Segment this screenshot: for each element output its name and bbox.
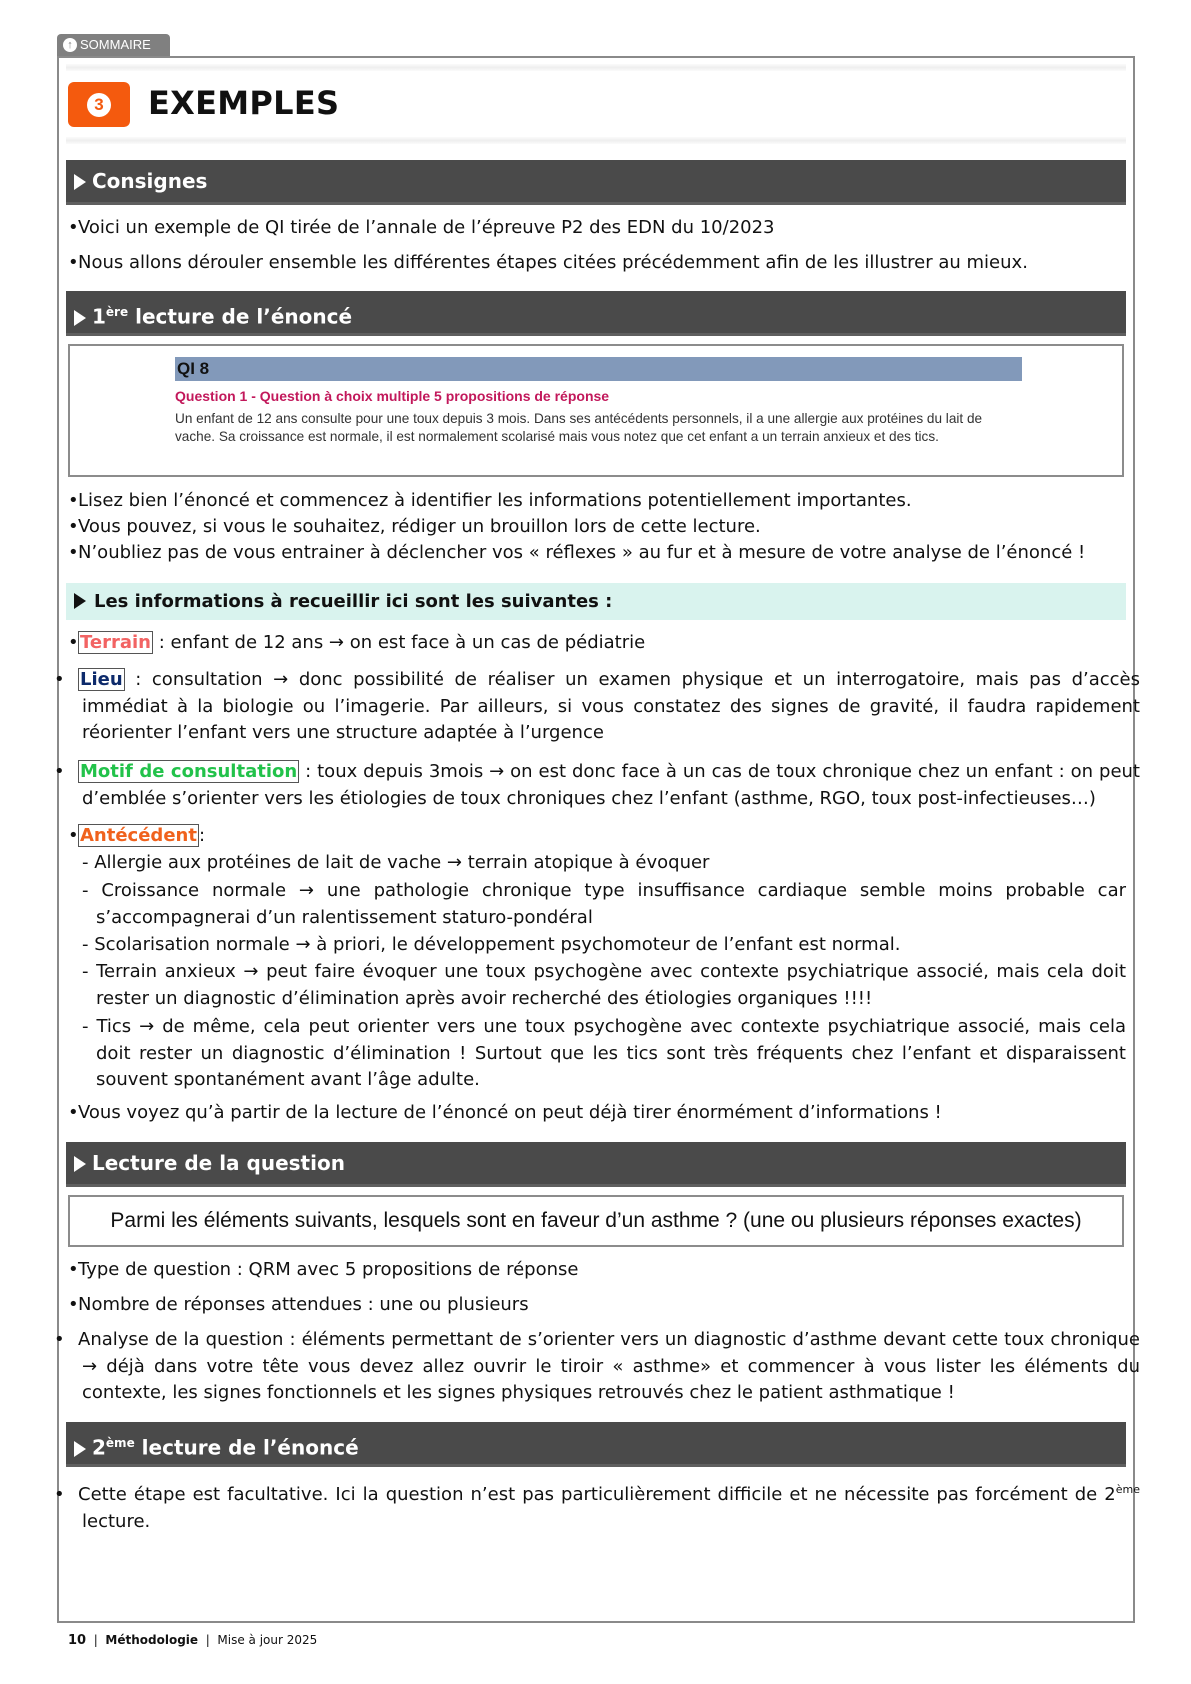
list-item: • Cette étape est facultative. Ici la question n’est pas particulièrement difficile et ne nécessite pas forcément de 2ème lecture.	[54, 1483, 1140, 1532]
triangle-right-icon	[74, 310, 86, 326]
list-item: •Vous pouvez, si vous le souhaitez, rédiger un brouillon lors de cette lecture.	[68, 516, 761, 537]
bullet-text: Analyse de la question : éléments permettant de s’orienter vers un diagnostic d’asthme devant cette toux chronique → déjà dans votre tête vous devez allez ouvrir le tiroir « asthme» et commencer à vous lister les éléments du contexte, les signes fonctionnels et les signes physiques retrouvés chez le patient asthmatique !	[78, 1329, 1140, 1403]
sommaire-link[interactable]	[57, 34, 170, 56]
arrow-up-circle-icon: ↑	[63, 38, 77, 52]
info-text: : enfant de 12 ans → on est face à un cas de pédiatrie	[152, 632, 646, 653]
footer-section: Méthodologie	[105, 1633, 199, 1647]
page-number: 10	[68, 1633, 87, 1648]
list-item: •N’oubliez pas de vous entrainer à déclencher vos « réflexes » au fur et à mesure de votre analyse de l’énoncé !	[68, 542, 1086, 563]
section-heading: Lecture de la question	[92, 1151, 345, 1175]
info-antecedent: •Antécédent :	[68, 825, 206, 846]
section-bar-consignes	[66, 160, 1126, 205]
info-heading	[66, 583, 1126, 620]
bullet-text: Vous voyez qu’à partir de la lecture de l’énoncé on peut déjà tirer énormément d’informations !	[78, 1102, 942, 1123]
section-bar-question-reading	[66, 1142, 1126, 1187]
bullet-text: Cette étape est facultative. Ici la question n’est pas particulièrement difficile et ne nécessite pas forcément de 2	[78, 1484, 1116, 1505]
text-sup: ème	[1115, 1483, 1140, 1496]
footer-separator: |	[93, 1633, 98, 1647]
qi-question-title: Question 1 - Question à choix multiple 5 propositions de réponse	[175, 388, 610, 404]
bullet-text: Nous allons dérouler ensemble les différentes étapes citées précédemment afin de les illustrer au mieux.	[78, 252, 1028, 273]
info-text: : toux depuis 3mois → on est donc face à un cas de toux chronique chez un enfant : on peut d’emblée s’orienter vers les étiologies de toux chroniques chez l’enfant (asthme, RGO, toux post-infectieuses…)	[82, 761, 1140, 809]
info-text: : consultation → donc possibilité de réaliser un examen physique et un interrogatoire, mais pas d’accès immédiat à la biologie ou l’imagerie. Par ailleurs, si vous constatez des signes de gravité, il faudra rapidement réorienter l’enfant vers une structure adaptée à l’urgence	[82, 669, 1140, 743]
heading-sup: ème	[105, 1436, 135, 1450]
bullet-text: Type de question : QRM avec 5 propositions de réponse	[78, 1259, 579, 1280]
section-bar-second-reading	[66, 1422, 1126, 1467]
info-motif: • Motif de consultation : toux depuis 3mois → on est donc face à un cas de toux chronique chez un enfant : on peut d’emblée s’orienter vers les étiologies de toux chroniques chez l’enfant (asthme, RGO, toux post-infectieuses…)	[54, 761, 1140, 809]
info-text: :	[198, 825, 206, 846]
list-item: •Type de question : QRM avec 5 propositions de réponse	[68, 1259, 579, 1280]
tag-terrain: Terrain	[80, 632, 151, 653]
antecedent-item: - Tics → de même, cela peut orienter vers une toux psychogène avec contexte psychiatrique associé, mais cela doit rester un diagnostic d’élimination ! Surtout que les tics sont très fréquents chez l’enfant et disparaissent souvent spontanément avant l’âge adulte.	[82, 1016, 1126, 1090]
sommaire-label: SOMMAIRE	[80, 37, 151, 52]
section-heading: Consignes	[92, 169, 208, 193]
list-item: •Nombre de réponses attendues : une ou plusieurs	[68, 1294, 529, 1315]
footer-update: Mise à jour 2025	[217, 1633, 318, 1647]
heading-num: 2	[92, 1435, 106, 1460]
qi-label: QI 8	[175, 357, 1022, 381]
page-title: EXEMPLES	[148, 84, 340, 122]
bullet-text: Vous pouvez, si vous le souhaitez, rédiger un brouillon lors de cette lecture.	[78, 516, 761, 537]
heading-num: 1	[92, 304, 106, 329]
triangle-right-icon	[74, 1156, 86, 1172]
bullet-text: Lisez bien l’énoncé et commencez à identifier les informations potentiellement importantes.	[78, 490, 912, 511]
info-heading-text: Les informations à recueillir ici sont les suivantes :	[94, 591, 613, 612]
tag-antecedent: Antécédent	[80, 825, 197, 846]
section-heading: lecture de l’énoncé	[134, 1435, 359, 1460]
triangle-right-icon	[74, 174, 86, 190]
list-item: • Analyse de la question : éléments permettant de s’orienter vers un diagnostic d’asthme devant cette toux chronique → déjà dans votre tête vous devez allez ouvrir le tiroir « asthme» et commencer à vous lister les éléments du contexte, les signes fonctionnels et les signes physiques retrouvés chez le patient asthmatique !	[54, 1329, 1140, 1403]
section-number-badge	[68, 82, 130, 127]
bullet-text: N’oubliez pas de vous entrainer à déclencher vos « réflexes » au fur et à mesure de votre analyse de l’énoncé !	[78, 542, 1086, 563]
list-item: •Nous allons dérouler ensemble les différentes étapes citées précédemment afin de les illustrer au mieux.	[68, 252, 1028, 273]
tag-motif: Motif de consultation	[80, 761, 298, 782]
antecedent-item: - Croissance normale → une pathologie chronique type insuffisance cardiaque semble moins probable car s’accompagnerai d’un ralentissement staturo-pondéral	[82, 880, 1126, 928]
section-number: 3	[87, 93, 111, 117]
info-terrain: •Terrain : enfant de 12 ans → on est face à un cas de pédiatrie	[68, 632, 646, 653]
antecedent-item: - Terrain anxieux → peut faire évoquer une toux psychogène avec contexte psychiatrique associé, mais cela doit rester un diagnostic d’élimination après avoir recherché des étiologies organiques !!!!	[82, 961, 1126, 1009]
footer-separator: |	[205, 1633, 210, 1647]
info-lieu: • Lieu : consultation → donc possibilité de réaliser un examen physique et un interrogatoire, mais pas d’accès immédiat à la biologie ou l’imagerie. Par ailleurs, si vous constatez des signes de gravité, il faudra rapidement réorienter l’enfant vers une structure adaptée à l’urgence	[54, 669, 1140, 743]
triangle-right-icon	[74, 593, 86, 609]
qi-statement: Un enfant de 12 ans consulte pour une toux depuis 3 mois. Dans ses antécédents personnels, il a une allergie aux protéines du lait de vache. Sa croissance est normale, il est normalement scolarisé mais vous notez que cet enfant a un terrain anxieux et des tics.	[175, 411, 983, 444]
page-footer	[68, 1633, 317, 1648]
section-bar-first-reading	[66, 291, 1126, 336]
heading-sup: ère	[105, 305, 129, 319]
triangle-right-icon	[74, 1441, 86, 1457]
section-heading: lecture de l’énoncé	[128, 304, 353, 329]
antecedent-item: - Scolarisation normale → à priori, le développement psychomoteur de l’enfant est normal.	[82, 934, 901, 955]
title-separator-top	[66, 64, 1126, 71]
question-box: Parmi les éléments suivants, lesquels sont en faveur d’un asthme ? (une ou plusieurs réponses exactes)	[68, 1195, 1124, 1247]
list-item: •Lisez bien l’énoncé et commencez à identifier les informations potentiellement importantes.	[68, 490, 912, 511]
tag-lieu: Lieu	[80, 669, 123, 690]
antecedent-item: - Allergie aux protéines de lait de vache → terrain atopique à évoquer	[82, 852, 710, 873]
bullet-text: Nombre de réponses attendues : une ou plusieurs	[78, 1294, 529, 1315]
bullet-text: lecture.	[82, 1510, 151, 1532]
list-item: •Vous voyez qu’à partir de la lecture de l’énoncé on peut déjà tirer énormément d’informations !	[68, 1102, 942, 1123]
title-separator-bottom	[66, 137, 1126, 144]
bullet-text: Voici un exemple de QI tirée de l’annale de l’épreuve P2 des EDN du 10/2023	[78, 217, 775, 238]
list-item: •Voici un exemple de QI tirée de l’annale de l’épreuve P2 des EDN du 10/2023	[68, 217, 775, 238]
